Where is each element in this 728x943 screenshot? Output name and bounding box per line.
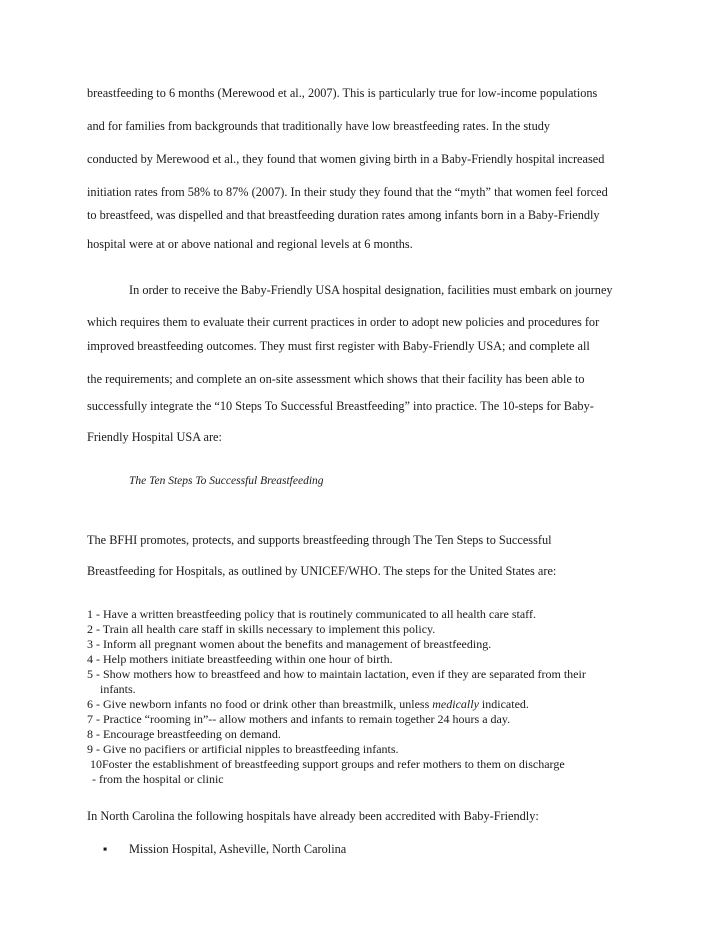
ten-steps-list <box>87 607 586 787</box>
step-6 <box>87 697 586 712</box>
step-4: 4 - Help mothers initiate breastfeeding within one hour of birth. <box>87 652 393 666</box>
p1-line-6: hospital were at or above national and regional levels at 6 months. <box>87 237 413 251</box>
step-9: 9 - Give no pacifiers or artificial nipples to breastfeeding infants. <box>87 742 399 756</box>
step-6-text-a: 6 - Give newborn infants no food or drink other than breastmilk, unless <box>87 697 433 711</box>
p2-line-1: In order to receive the Baby-Friendly USA hospital designation, facilities must embark on journey <box>129 283 613 297</box>
p2-line-5: successfully integrate the “10 Steps To Successful Breastfeeding” into practice. The 10-steps for Baby- <box>87 399 594 413</box>
step-10: 10Foster the establishment of breastfeeding support groups and refer mothers to them on discharge <box>90 757 565 771</box>
step-10-continued: - from the hospital or clinic <box>92 772 224 786</box>
step-8: 8 - Encourage breastfeeding on demand. <box>87 727 281 741</box>
p1-line-3: conducted by Merewood et al., they found that women giving birth in a Baby-Friendly hospital increased <box>87 152 605 166</box>
section-subheading: The Ten Steps To Successful Breastfeeding <box>129 475 324 487</box>
step-5: 5 - Show mothers how to breastfeed and how to maintain lactation, even if they are separated from their <box>87 667 586 681</box>
step-5-continued: infants. <box>100 682 136 696</box>
p4-line-1: In North Carolina the following hospitals have already been accredited with Baby-Friendly: <box>87 809 539 823</box>
step-6-emphasis: medically <box>432 697 479 711</box>
p1-line-1: breastfeeding to 6 months (Merewood et al., 2007). This is particularly true for low-income populations <box>87 86 598 100</box>
step-7: 7 - Practice “rooming in”-- allow mothers and infants to remain together 24 hours a day. <box>87 712 511 726</box>
p2-line-6: Friendly Hospital USA are: <box>87 430 222 444</box>
p3-line-1: The BFHI promotes, protects, and supports breastfeeding through The Ten Steps to Successful <box>87 533 552 547</box>
p2-line-4: the requirements; and complete an on-site assessment which shows that their facility has been able to <box>87 372 585 386</box>
p1-line-4: initiation rates from 58% to 87% (2007). In their study they found that the “myth” that women feel forced <box>87 185 608 199</box>
p1-line-2: and for families from backgrounds that traditionally have low breastfeeding rates. In the study <box>87 119 551 133</box>
step-3: 3 - Inform all pregnant women about the benefits and management of breastfeeding. <box>87 637 492 651</box>
p2-line-3: improved breastfeeding outcomes. They must first register with Baby-Friendly USA; and complete all <box>87 339 590 353</box>
p2-line-2: which requires them to evaluate their current practices in order to adopt new policies and procedures for <box>87 315 600 329</box>
step-1: 1 - Have a written breastfeeding policy that is routinely communicated to all health care staff. <box>87 607 536 621</box>
hospital-list-item: Mission Hospital, Asheville, North Carolina <box>129 842 347 856</box>
step-6-text-b: indicated. <box>478 697 529 711</box>
p3-line-2: Breastfeeding for Hospitals, as outlined by UNICEF/WHO. The steps for the United States are: <box>87 564 557 578</box>
p1-line-5: to breastfeed, was dispelled and that breastfeeding duration rates among infants born in a Baby-Friendly <box>87 208 600 222</box>
square-bullet-icon: ▪ <box>103 842 108 856</box>
step-2: 2 - Train all health care staff in skills necessary to implement this policy. <box>87 622 436 636</box>
